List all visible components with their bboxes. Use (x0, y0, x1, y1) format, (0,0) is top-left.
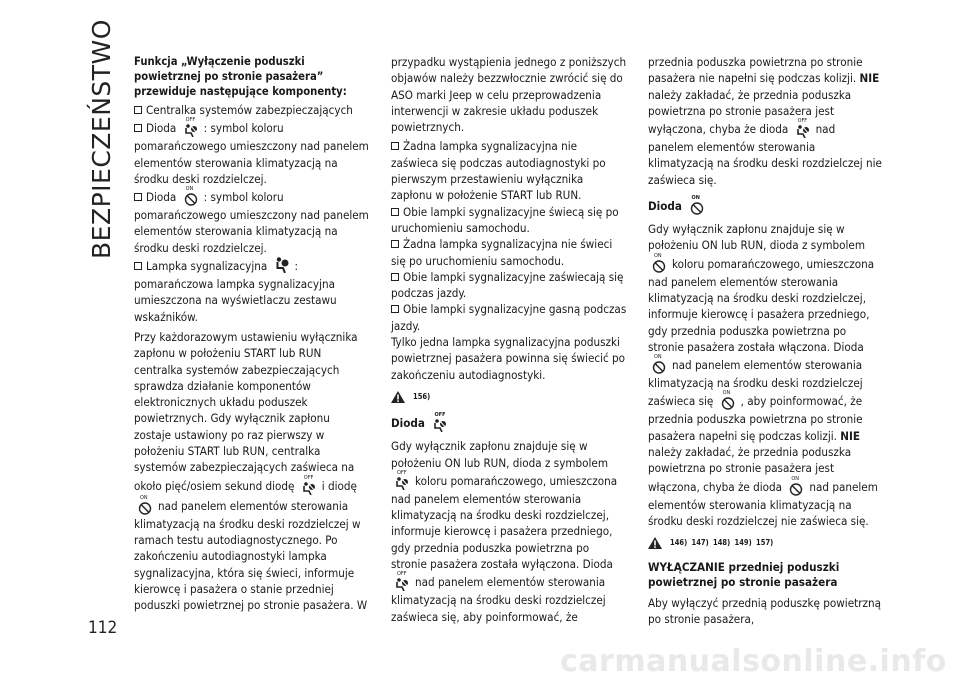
warning-refs: 146) 147) 148) 149) 157) (670, 538, 774, 548)
paragraph: Tylko jedna lampka sygnalizacyjna poduszki powietrznej pasażera powinna się świecić po zakończeniu autodiagnostyki. (391, 335, 626, 382)
section-title-vertical (84, 19, 124, 259)
airbag-on-icon: ON (651, 355, 669, 375)
paragraph: Aby wyłączyć przednią poduszkę powietrzną po stronie pasażera, (648, 595, 881, 626)
list-item: Dioda OFF : symbol koloru pomarańczowego umieszczony nad panelem elementów sterowania klimatyzacją na środku deski rozdzielczej. (134, 117, 369, 186)
airbag-on-icon: ON (720, 391, 738, 411)
text-column-2 (391, 54, 627, 628)
airbag-off-icon: OFF (432, 413, 450, 433)
airbag-off-icon: OFF (183, 118, 201, 138)
warning-triangle-icon (648, 537, 662, 549)
list-item: Żadna lampka sygnalizacyjna nie świeci się po uruchomieniu samochodu. (391, 237, 613, 268)
feature-heading: Funkcja „Wyłączenie poduszki powietrznej po stronie pasażera” przewiduje następujące komponenty: (134, 55, 347, 98)
emphasis-nie: NIE (859, 71, 880, 86)
list-item: Dioda ON : symbol koloru pomarańczowego umieszczony nad panelem elementów sterowania klimatyzacją na środku deski rozdzielczej. (134, 186, 369, 255)
paragraph: Gdy wyłącznik zapłonu znajduje się w położeniu ON lub RUN, dioda z symbolem ON koloru pomarańczowego, umieszczona nad panelem elementów sterowania klimatyzacją na środku deski rozdzielczej, informuje kierowcę i pasażera przedniego, gdy przednia poduszka powietrzna po stronie pasażera została włączona. Dioda ON nad panelem elementów sterowania klimatyzacją na środku deski rozdzielczej zaświeca się ON , aby poinformować, że przednia poduszka powietrzna po stronie pasażera napełni się podczas kolizji. NIE należy zakładać, że przednia poduszka powietrzna po stronie pasażera jest włączona, chyba że dioda ON nad panelem elementów sterowania klimatyzacją na środku deski rozdzielczej nie zaświeca się. (648, 222, 878, 528)
checkbox-bullet-icon (391, 305, 399, 313)
checkbox-bullet-icon (134, 106, 142, 114)
airbag-off-icon: OFF (301, 476, 319, 496)
checkbox-bullet-icon (391, 240, 399, 248)
paragraph: przypadku wystąpienia jednego z poniższych objawów należy bezzwłocznie zwrócić się do ASO marki Jeep w celu przeprowadzenia interwencji w zakresie układu poduszek powietrznych. (391, 55, 627, 135)
list-item: Obie lampki sygnalizacyjne świecą się po uruchomieniu samochodu. (391, 204, 619, 235)
section-heading: Dioda OFF (391, 413, 627, 433)
checkbox-bullet-icon (134, 124, 142, 132)
airbag-off-icon: OFF (394, 471, 412, 491)
text-column-1 (134, 54, 370, 616)
paragraph: Gdy wyłącznik zapłonu znajduje się w położeniu ON lub RUN, dioda z symbolem OFF koloru pomarańczowego, umieszczona nad panelem elementów sterowania klimatyzacją na środku deski rozdzielczej, informuje kierowcę i pasażera przedniego, gdy przednia poduszka powietrzna po stronie pasażera została wyłączona. Dioda OFF nad panelem elementów sterowania klimatyzacją na środku deski rozdzielczej zaświeca się, aby poinformować, że (391, 439, 618, 624)
list-item: Żadna lampka sygnalizacyjna nie zaświeca się podczas autodiagnostyki po pierwszym przestawieniu wyłącznika zapłonu w położenie START lub RUN. (391, 139, 606, 203)
checkbox-bullet-icon (391, 142, 399, 150)
airbag-off-icon: OFF (795, 119, 813, 139)
airbag-on-icon: ON (183, 187, 201, 207)
warning-reference (391, 389, 627, 405)
list-item: Obie lampki sygnalizacyjne gasną podczas jazdy. (391, 302, 627, 333)
checkbox-bullet-icon (391, 273, 399, 281)
list-item: Centralka systemów zabezpieczających (134, 102, 370, 118)
page-number: 112 (88, 618, 118, 638)
list-item: Lampka sygnalizacyjna : pomarańczowa lampka sygnalizacyjna umieszczona na wyświetlaczu zestawu wskaźników. (134, 256, 370, 325)
list-item: Obie lampki sygnalizacyjne zaświecają się podczas jazdy. (391, 269, 624, 301)
section-title: BEZPIECZEŃSTWO (87, 19, 116, 259)
paragraph: przednia poduszka powietrzna po stronie pasażera nie napełni się podczas kolizji. NIE należy zakładać, że przednia poduszka powietrzna po stronie pasażera jest wyłączona, chyba że dioda OFF nad panelem elementów sterowania klimatyzacją na środku deski rozdzielczej nie zaświeca się. (648, 55, 882, 187)
airbag-warning-light-icon (274, 256, 292, 276)
checkbox-bullet-icon (134, 193, 142, 201)
warning-triangle-icon (391, 391, 405, 403)
watermark-logo: carmanualsonline.info (560, 644, 947, 679)
airbag-off-icon: OFF (394, 572, 412, 592)
paragraph: Przy każdorazowym ustawieniu wyłącznika zapłonu w położeniu START lub RUN centralka systemów zabezpieczających sprawdza działanie komponentów elektronicznych układu poduszek powietrznych. Gdy wyłącznik zapłonu zostaje ustawiony po raz pierwszy w położeniu START lub RUN, centralka systemów zabezpieczających zaświeca na około pięć/osiem sekund diodę OFF i diodę ON nad panelem elementów sterowania klimatyzacją na środku deski rozdzielczej w ramach testu autodiagnostycznego. Po zakończeniu autodiagnostyki lampka sygnalizacyjna, która się świeci, informuje kierowcę i pasażera o stanie przedniej poduszki powietrznej po stronie pasażera. W (134, 329, 368, 613)
checkbox-bullet-icon (391, 208, 399, 216)
airbag-on-icon: ON (788, 477, 806, 497)
airbag-on-icon: ON (137, 496, 155, 516)
section-heading: WYŁĄCZANIE przedniej poduszki powietrznej po stronie pasażera (648, 559, 840, 589)
text-column-3 (648, 54, 884, 630)
emphasis-nie: NIE (840, 428, 861, 443)
warning-refs: 156) (413, 391, 431, 401)
airbag-on-icon: ON (651, 254, 669, 274)
warning-reference (648, 535, 884, 551)
checkbox-bullet-icon (134, 262, 142, 270)
section-heading: Dioda ON (648, 196, 884, 216)
airbag-on-icon: ON (689, 196, 707, 216)
